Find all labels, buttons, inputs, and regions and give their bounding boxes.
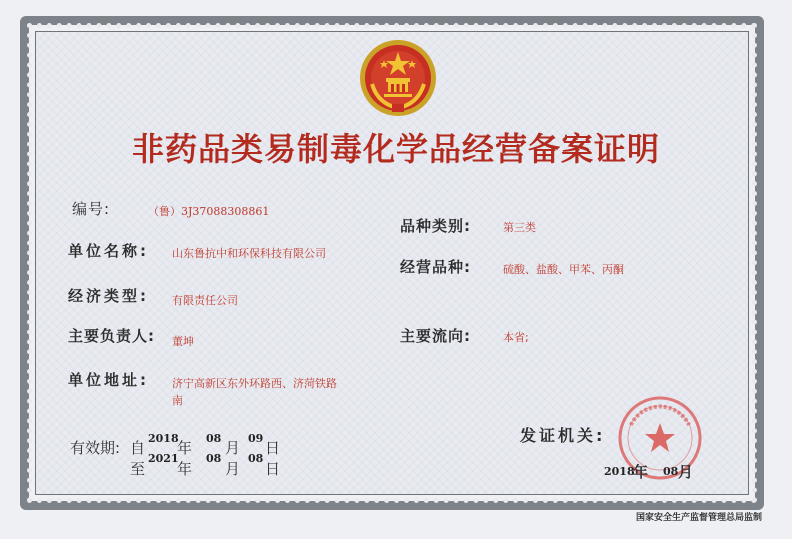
- category-value: 第三类: [503, 221, 536, 234]
- certificate-title: 非药品类易制毒化学品经营备案证明: [131, 130, 660, 168]
- unit-name-value: 山东鲁抗中和环保科技有限公司: [172, 247, 326, 260]
- address-label: 单位地址:: [68, 371, 149, 389]
- address-value-line2: 南: [172, 394, 183, 407]
- flow-label: 主要流向:: [400, 327, 471, 345]
- footer-note: 国家安全生产监督管理总局监制: [636, 513, 763, 523]
- from-year: 2018: [148, 432, 179, 445]
- validity-to-label: 至: [130, 460, 146, 478]
- from-day: 09: [248, 432, 264, 445]
- products-label: 经营品种:: [400, 258, 471, 276]
- unit-name-label: 单位名称:: [68, 242, 149, 260]
- validity-from-label: 自: [130, 439, 146, 457]
- to-month-unit: 月: [225, 460, 241, 478]
- issue-month: 08: [663, 465, 679, 478]
- economic-type-label: 经济类型:: [68, 287, 149, 305]
- issue-year: 2018: [604, 465, 635, 478]
- number-label: 编号:: [72, 200, 111, 218]
- from-year-unit: 年: [177, 439, 193, 457]
- principal-value: 董坤: [172, 335, 194, 348]
- flow-value: 本省;: [503, 331, 529, 344]
- products-value: 硫酸、盐酸、甲苯、丙酮: [503, 263, 624, 276]
- from-month: 08: [206, 432, 222, 445]
- to-day: 08: [248, 452, 264, 465]
- issuer-label: 发证机关:: [520, 426, 606, 445]
- to-year-unit: 年: [177, 460, 193, 478]
- economic-type-value: 有限责任公司: [172, 294, 238, 307]
- issue-month-unit: 月: [678, 463, 694, 481]
- category-label: 品种类别:: [400, 217, 471, 235]
- validity-label: 有效期:: [70, 439, 121, 457]
- national-emblem-icon: [358, 38, 438, 118]
- from-month-unit: 月: [225, 439, 241, 457]
- from-day-unit: 日: [265, 439, 281, 457]
- to-month: 08: [206, 452, 222, 465]
- to-day-unit: 日: [265, 460, 281, 478]
- issue-year-unit: 年: [633, 463, 649, 481]
- address-value-line1: 济宁高新区东外环路西、济菏铁路: [172, 377, 337, 390]
- principal-label: 主要负责人:: [68, 327, 155, 345]
- to-year: 2021: [148, 452, 179, 465]
- number-value: （鲁）3J37088308861: [148, 205, 270, 218]
